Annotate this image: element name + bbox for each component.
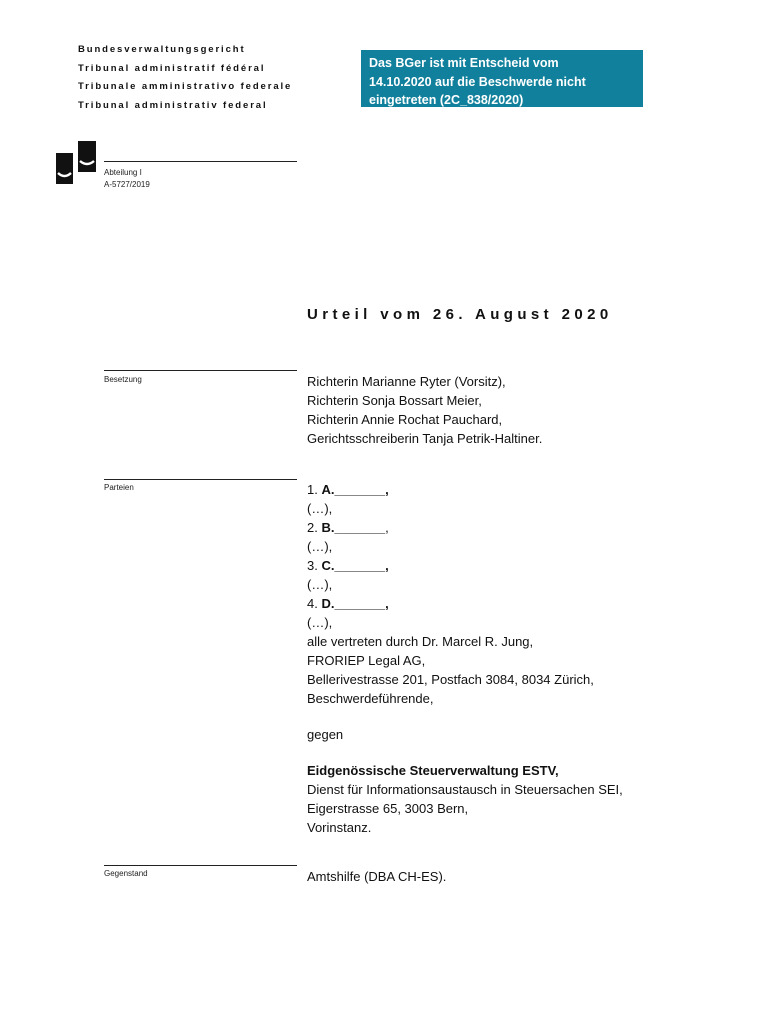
note-line: 14.10.2020 auf die Beschwerde nicht bbox=[369, 74, 586, 89]
court-name-rm: Tribunal administrativ federal bbox=[78, 99, 268, 111]
party-number: 3. bbox=[307, 558, 318, 573]
court-name-it: Tribunale amministrativo federale bbox=[78, 81, 293, 92]
respondent-name: Eidgenössische Steuerverwaltung ESTV, bbox=[307, 763, 559, 778]
versus-line: gegen bbox=[307, 727, 344, 742]
party-name: C._______ bbox=[321, 558, 386, 573]
party-line bbox=[307, 518, 623, 537]
court-names bbox=[78, 41, 292, 115]
court-name-de: Bundesverwaltungsgericht bbox=[78, 44, 246, 55]
judge-line: Richterin Marianne Ryter (Vorsitz), bbox=[307, 374, 506, 389]
judgment-title: Urteil vom 26. August 2020 bbox=[307, 306, 613, 323]
court-name-fr: Tribunal administratif fédéral bbox=[78, 62, 266, 74]
judge-line: Richterin Sonja Bossart Meier, bbox=[307, 393, 482, 408]
clerk-line: Gerichtsschreiberin Tanja Petrik-Haltiner. bbox=[307, 431, 543, 446]
party-number: 1. bbox=[307, 482, 318, 497]
subject-text: Amtshilfe (DBA CH-ES). bbox=[307, 869, 447, 884]
besetzung-block bbox=[307, 372, 542, 448]
party-line bbox=[307, 480, 623, 499]
party-name: B._______ bbox=[321, 520, 386, 535]
party-detail: (…), bbox=[307, 539, 333, 554]
besetzung-rule bbox=[104, 370, 297, 371]
header-rule bbox=[104, 161, 297, 162]
representation-line: FRORIEP Legal AG, bbox=[307, 653, 426, 668]
respondent-line: Eigerstrasse 65, 3003 Bern, bbox=[307, 801, 469, 816]
besetzung-label: Besetzung bbox=[104, 375, 142, 384]
party-number: 2. bbox=[307, 520, 318, 535]
party-detail: (…), bbox=[307, 577, 333, 592]
party-detail: (…), bbox=[307, 501, 333, 516]
respondent-line: Vorinstanz. bbox=[307, 820, 372, 835]
party-suffix: , bbox=[385, 596, 389, 611]
representation-line: alle vertreten durch Dr. Marcel R. Jung, bbox=[307, 634, 534, 649]
appeal-note-box bbox=[361, 50, 643, 107]
party-name: D._______ bbox=[321, 596, 386, 611]
gegenstand-block bbox=[307, 867, 446, 886]
parteien-block bbox=[307, 480, 623, 837]
party-number: 4. bbox=[307, 596, 318, 611]
party-detail: (…), bbox=[307, 615, 333, 630]
parteien-rule bbox=[104, 479, 297, 480]
party-line bbox=[307, 594, 623, 613]
court-logo-icon bbox=[56, 141, 96, 185]
party-suffix: , bbox=[385, 482, 389, 497]
representation-line: Beschwerdeführende, bbox=[307, 691, 434, 706]
note-line: eingetreten (2C_838/2020) bbox=[369, 93, 524, 107]
party-line bbox=[307, 556, 623, 575]
party-suffix: , bbox=[385, 558, 389, 573]
judge-line: Richterin Annie Rochat Pauchard, bbox=[307, 412, 503, 427]
gegenstand-rule bbox=[104, 865, 297, 866]
note-line: Das BGer ist mit Entscheid vom bbox=[369, 56, 559, 70]
party-name: A._______ bbox=[321, 482, 386, 497]
case-number: A-5727/2019 bbox=[104, 180, 150, 189]
party-suffix: , bbox=[385, 520, 389, 535]
division-label: Abteilung I bbox=[104, 168, 142, 177]
parteien-label: Parteien bbox=[104, 483, 134, 492]
gegenstand-label: Gegenstand bbox=[104, 869, 148, 878]
representation-line: Bellerivestrasse 201, Postfach 3084, 8034 Zürich, bbox=[307, 672, 594, 687]
respondent-line: Dienst für Informationsaustausch in Steuersachen SEI, bbox=[307, 782, 623, 797]
